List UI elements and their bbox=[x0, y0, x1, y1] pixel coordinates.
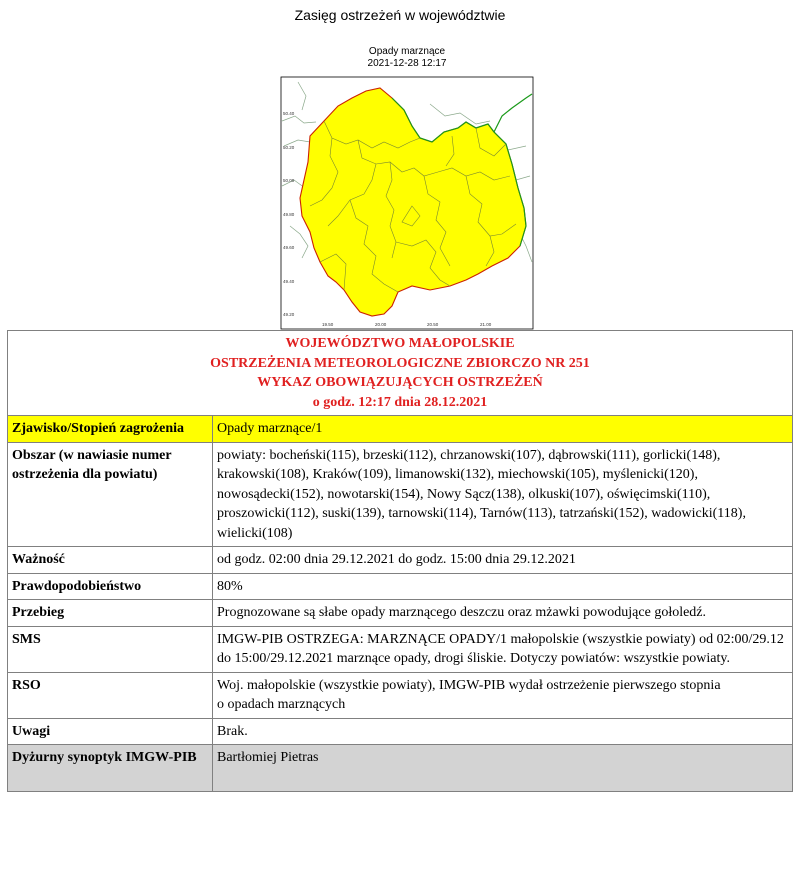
lat-tick: 49.80 bbox=[283, 212, 295, 217]
lat-tick: 49.60 bbox=[283, 245, 295, 250]
row-value: Opady marznące/1 bbox=[213, 416, 793, 443]
warnings-table bbox=[7, 330, 793, 792]
row-phenomenon bbox=[8, 416, 793, 443]
row-label: SMS bbox=[8, 626, 213, 672]
row-label: Dyżurny synoptyk IMGW-PIB bbox=[8, 745, 213, 792]
lat-tick: 50.20 bbox=[283, 145, 295, 150]
row-label: Przebieg bbox=[8, 600, 213, 627]
row-value bbox=[213, 672, 793, 718]
row-value: 80% bbox=[213, 573, 793, 600]
lat-tick: 49.20 bbox=[283, 312, 295, 317]
rso-line-2: o opadach marznących bbox=[217, 697, 346, 712]
row-rso bbox=[8, 672, 793, 718]
row-validity bbox=[8, 547, 793, 574]
header-voivodeship: WOJEWÓDZTWO MAŁOPOLSKIE bbox=[285, 336, 515, 351]
row-area bbox=[8, 442, 793, 547]
map-caption-timestamp: 2021-12-28 12:17 bbox=[367, 58, 447, 69]
row-label: Obszar (w nawiasie numer ostrzeżenia dla powiatu) bbox=[8, 442, 213, 547]
row-label: RSO bbox=[8, 672, 213, 718]
map-caption-phenomenon: Opady marznące bbox=[368, 46, 446, 57]
lon-tick: 20.00 bbox=[375, 322, 387, 327]
lat-tick: 49.40 bbox=[283, 279, 295, 284]
row-label: Uwagi bbox=[8, 718, 213, 745]
row-value: powiaty: bocheński(115), brzeski(112), chrzanowski(107), dąbrowski(111), gorlicki(148), krakowski(108), Kraków(109), limanowski(132), miechowski(105), myślenicki(120), nowosądecki(152), nowotarski(154), Nowy Sącz(138), olkuski(107), oświęcimski(110), proszowicki(112), suski(139), tarnowski(114), Tarnów(113), tatrzański(152), wadowicki(118), wielicki(108) bbox=[213, 442, 793, 547]
map-image bbox=[280, 76, 534, 330]
row-value: Bartłomiej Pietras bbox=[213, 745, 793, 792]
row-value: od godz. 02:00 dnia 29.12.2021 do godz. 15:00 dnia 29.12.2021 bbox=[213, 547, 793, 574]
lon-tick: 21.00 bbox=[480, 322, 492, 327]
row-remarks bbox=[8, 718, 793, 745]
page-title: Zasięg ostrzeżeń w województwie bbox=[294, 7, 506, 23]
row-label: Ważność bbox=[8, 547, 213, 574]
row-forecaster bbox=[8, 745, 793, 792]
header-issue-time: o godz. 12:17 dnia 28.12.2021 bbox=[312, 394, 488, 410]
row-sms bbox=[8, 626, 793, 672]
row-label: Prawdopodobieństwo bbox=[8, 573, 213, 600]
row-label: Zjawisko/Stopień zagrożenia bbox=[8, 416, 213, 443]
row-value: IMGW-PIB OSTRZEGA: MARZNĄCE OPADY/1 małopolskie (wszystkie powiaty) od 02:00/29.12 do 15:00/29.12.2021 marznące opady, drogi śliskie. Dotyczy powiatów: wszystkie powiaty. bbox=[213, 626, 793, 672]
lon-tick: 20.50 bbox=[427, 322, 439, 327]
warning-map bbox=[280, 46, 534, 330]
header-list-title: WYKAZ OBOWIĄZUJĄCYCH OSTRZEŻEŃ bbox=[257, 375, 543, 390]
row-value: Brak. bbox=[213, 718, 793, 745]
warnings-header-row bbox=[8, 331, 793, 416]
row-value: Prognozowane są słabe opady marznącego deszczu oraz mżawki powodujące gołoledź. bbox=[213, 600, 793, 627]
lat-tick: 50.00 bbox=[283, 178, 295, 183]
warnings-header bbox=[8, 331, 793, 416]
rso-line-1: Woj. małopolskie (wszystkie powiaty), IMGW-PIB wydał ostrzeżenie pierwszego stopnia bbox=[217, 677, 721, 693]
map-caption bbox=[280, 46, 534, 70]
lat-tick: 50.40 bbox=[283, 111, 295, 116]
row-course bbox=[8, 600, 793, 627]
header-bulletin-number: OSTRZEŻENIA METEOROLOGICZNE ZBIORCZO NR 251 bbox=[210, 355, 590, 371]
row-probability bbox=[8, 573, 793, 600]
lon-tick: 19.50 bbox=[322, 322, 334, 327]
